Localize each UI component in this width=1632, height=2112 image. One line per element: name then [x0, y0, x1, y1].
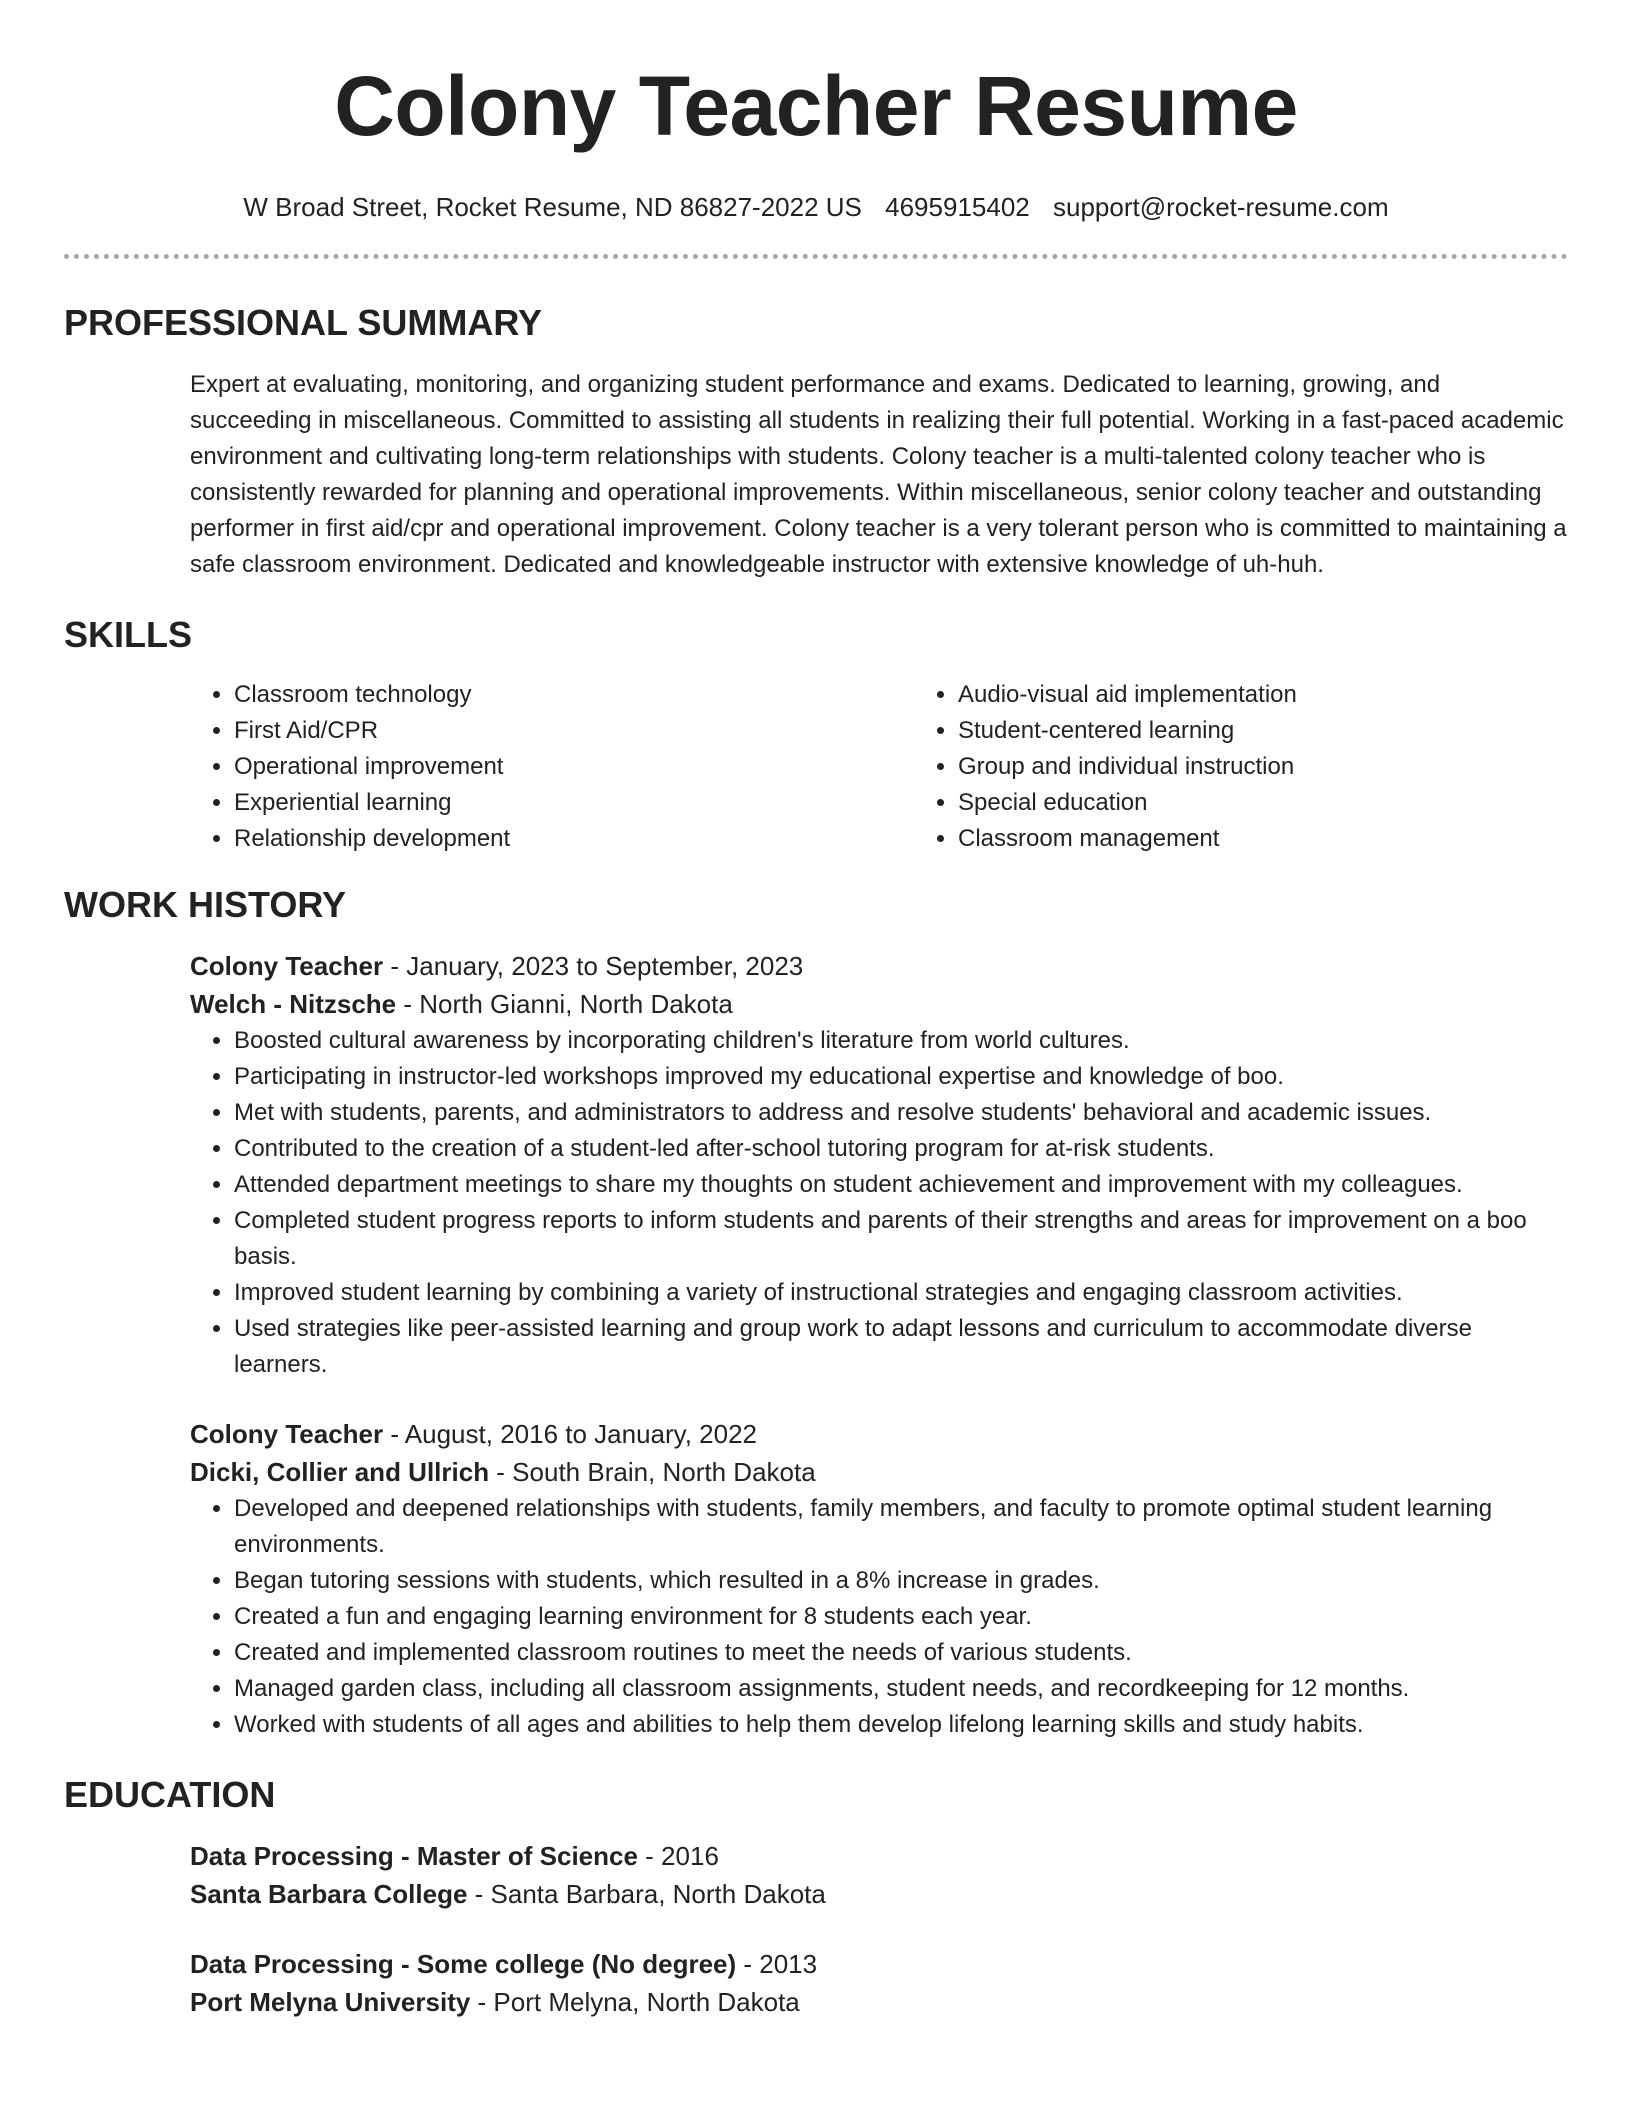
school-name: Port Melyna University: [190, 1987, 471, 2017]
job-dates: - January, 2023 to September, 2023: [383, 951, 804, 981]
job-dates: - August, 2016 to January, 2022: [383, 1419, 758, 1449]
job-bullet: • Contributed to the creation of a student-led after-school tutoring program for at-risk students.: [234, 1131, 1568, 1167]
resume-title: Colony Teacher Resume: [334, 59, 1298, 153]
job-bullet: • Completed student progress reports to inform students and parents of their strengths and areas for improvement on a boo basis.: [234, 1203, 1568, 1275]
job-title: Colony Teacher: [190, 951, 384, 981]
skill-item: • First Aid/CPR: [234, 713, 914, 749]
job-bullet: • Boosted cultural awareness by incorporating children's literature from world cultures.: [234, 1023, 1568, 1059]
skills-grid: [190, 677, 1568, 857]
header-divider: [64, 254, 1568, 259]
job-bullet: • Met with students, parents, and administrators to address and resolve students' behavioral and academic issues.: [234, 1095, 1568, 1131]
job-company: Welch - Nitzsche: [190, 989, 397, 1019]
education-heading: EDUCATION: [64, 1774, 276, 1815]
job-bullet: • Developed and deepened relationships with students, family members, and faculty to promote optimal student learning environments.: [234, 1491, 1568, 1563]
skills-heading: SKILLS: [64, 614, 193, 655]
degree-name: Data Processing - Master of Science: [190, 1841, 638, 1871]
job-bullet: • Created and implemented classroom routines to meet the needs of various students.: [234, 1635, 1568, 1671]
skill-item: • Audio-visual aid implementation: [958, 677, 1632, 713]
skill-item: • Special education: [958, 785, 1632, 821]
education-entry: [190, 1837, 1568, 1913]
job-bullet: • Worked with students of all ages and abilities to help them develop lifelong learning skills and study habits.: [234, 1707, 1568, 1743]
skill-item: • Relationship development: [234, 821, 914, 857]
summary-text: Expert at evaluating, monitoring, and organizing student performance and exams. Dedicated to learning, growing, and succeeding in miscellaneous. Committed to assisting all students in realizing their full potential. Working in a fast-paced academic environment and cultivating long-term relationships with students. Colony teacher is a multi-talented colony teacher who is consistently rewarded for planning and operational improvements. Within miscellaneous, senior colony teacher and outstanding performer in first aid/cpr and operational improvement. Colony teacher is a very tolerant person who is committed to maintaining a safe classroom environment. Dedicated and knowledgeable instructor with extensive knowledge of uh-huh.: [190, 371, 1567, 578]
job-entry: [190, 947, 1568, 1383]
job-bullet: • Improved student learning by combining a variety of instructional strategies and engaging classroom activities.: [234, 1275, 1568, 1311]
work-history-heading: WORK HISTORY: [64, 884, 347, 925]
job-company-line: [190, 1453, 1568, 1491]
job-bullet: • Began tutoring sessions with students, which resulted in a 8% increase in grades.: [234, 1563, 1568, 1599]
school-name: Santa Barbara College: [190, 1879, 468, 1909]
school-line: [190, 1875, 1568, 1913]
job-title-line: [190, 947, 1568, 985]
skill-item: • Student-centered learning: [958, 713, 1632, 749]
skill-item: • Operational improvement: [234, 749, 914, 785]
job-company-line: [190, 985, 1568, 1023]
skills-list-left: [190, 677, 914, 857]
job-bullets: [190, 1023, 1568, 1383]
skills-list-right: [914, 677, 1632, 857]
education-section: [64, 1773, 1568, 2021]
skill-item: • Classroom technology: [234, 677, 914, 713]
job-bullets: [190, 1491, 1568, 1743]
school-location: - Port Melyna, North Dakota: [470, 1987, 800, 2017]
degree-year: - 2013: [736, 1949, 818, 1979]
job-title-line: [190, 1415, 1568, 1453]
job-bullet: • Participating in instructor-led workshops improved my educational expertise and knowledge of boo.: [234, 1059, 1568, 1095]
job-bullet: • Attended department meetings to share my thoughts on student achievement and improvement with my colleagues.: [234, 1167, 1568, 1203]
school-line: [190, 1983, 1568, 2021]
job-title: Colony Teacher: [190, 1419, 384, 1449]
degree-name: Data Processing - Some college (No degree): [190, 1949, 737, 1979]
degree-year: - 2016: [637, 1841, 719, 1871]
job-bullet: • Used strategies like peer-assisted learning and group work to adapt lessons and curriculum to accommodate diverse learners.: [234, 1311, 1568, 1383]
summary-section: [64, 301, 1568, 583]
contact-address: W Broad Street, Rocket Resume, ND 86827-2022 US: [243, 192, 862, 222]
job-entry: [190, 1415, 1568, 1743]
contact-line: [64, 190, 1568, 224]
education-entry: [190, 1945, 1568, 2021]
degree-line: [190, 1837, 1568, 1875]
degree-line: [190, 1945, 1568, 1983]
job-bullet: • Created a fun and engaging learning environment for 8 students each year.: [234, 1599, 1568, 1635]
work-history-section: [64, 883, 1568, 1743]
skills-section: [64, 613, 1568, 857]
job-location: - North Gianni, North Dakota: [396, 989, 733, 1019]
contact-phone: 4695915402: [885, 192, 1030, 222]
job-location: - South Brain, North Dakota: [489, 1457, 816, 1487]
skill-item: • Experiential learning: [234, 785, 914, 821]
summary-heading: PROFESSIONAL SUMMARY: [64, 302, 543, 343]
school-location: - Santa Barbara, North Dakota: [467, 1879, 826, 1909]
contact-email: support@rocket-resume.com: [1052, 192, 1389, 222]
skill-item: • Group and individual instruction: [958, 749, 1632, 785]
job-company: Dicki, Collier and Ullrich: [190, 1457, 490, 1487]
job-bullet: • Managed garden class, including all classroom assignments, student needs, and recordkeeping for 12 months.: [234, 1671, 1568, 1707]
skill-item: • Classroom management: [958, 821, 1632, 857]
